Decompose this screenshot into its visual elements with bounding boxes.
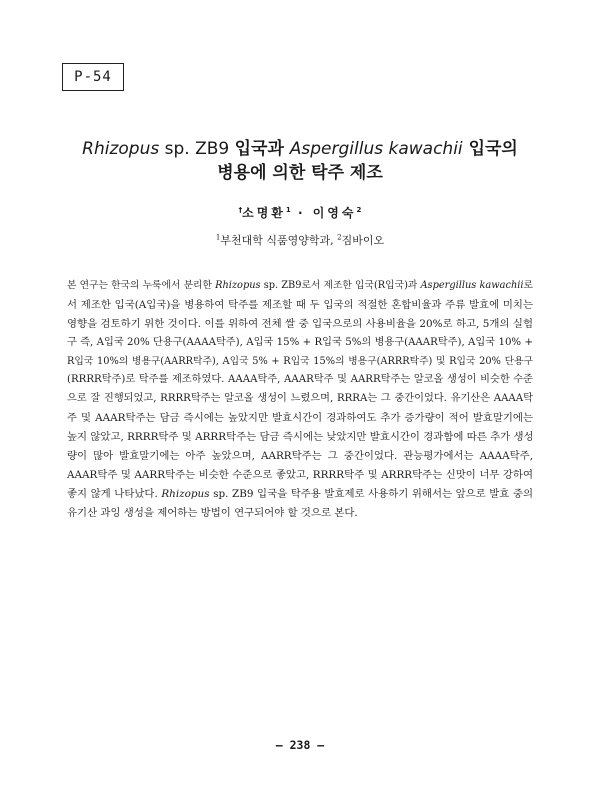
affiliations bbox=[40, 232, 560, 248]
abstract-line: 으로 잘 진행되었고, RRRR탁주는 알코올 생성이 느렸으며, RRRA는 그 중간이었다. 유기산은 AAAA탁 bbox=[67, 393, 533, 405]
author-1-affil-mark: 1 bbox=[285, 206, 291, 214]
title-korean-1: 입국과 bbox=[234, 139, 290, 159]
abstract-line: AAAR탁주 및 AARR탁주는 비슷한 수준으로 좋았고, RRRR탁주 및 ARRR탁주는 신맛이 너무 강하여 bbox=[67, 468, 533, 481]
affiliation-2: 짐바이오 bbox=[341, 234, 385, 247]
abstract-text: sp. ZB9로서 제조한 입국(R입국)과 bbox=[260, 280, 421, 291]
author-2: 이영숙 bbox=[312, 206, 357, 220]
abstract-text: 로 bbox=[523, 280, 533, 291]
abstract-line: 서 제조한 입국(A입국)을 병용하여 탁주를 제조할 때 두 입국의 적절한 혼합비율과 주류 발효에 미치는 bbox=[67, 298, 533, 311]
abstract-genus: Rhizopus bbox=[161, 487, 210, 500]
abstract-line: 주 및 AAAR탁주는 담금 즉시에는 높았지만 발효시간이 경과하여도 추가 증가량이 적어 발효말기에는 bbox=[67, 412, 533, 425]
affiliation-1: 부천대학 식품영양학과, bbox=[220, 234, 334, 247]
abstract-line: 영향을 검토하기 위한 것이다. 이를 위하여 전체 쌀 중 입국으로의 사용비율을 20%로 하고, 5개의 실험 bbox=[67, 317, 533, 330]
abstract-line: 높지 않았고, RRRR탁주 및 ARRR탁주는 담금 즉시에는 낮았지만 발효시간이 경과함에 따른 추가 생성 bbox=[67, 431, 534, 444]
abstract-text: 본 연구는 한국의 누룩에서 분리한 bbox=[67, 280, 216, 291]
abstract-text: 좋지 않게 나타났다. bbox=[67, 487, 162, 500]
abstract-line: (RRRR탁주)로 탁주를 제조하였다. AAAA탁주, AAAR탁주 및 AARR탁주는 알코올 생성이 비슷한 수준 bbox=[67, 374, 533, 386]
abstract-line: R입국 10%의 병용구(AARR탁주), A입국 5% + R입국 15%의 병용구(ARRR탁주) 및 R입국 20% 단용구 bbox=[67, 355, 533, 367]
corresponding-mark: † bbox=[238, 206, 243, 214]
abstract-line bbox=[67, 277, 533, 296]
affil-1-mark: 1 bbox=[215, 233, 221, 242]
abstract bbox=[67, 277, 533, 523]
abstract-line bbox=[67, 485, 533, 504]
title-species-aspergillus: Aspergillus kawachii bbox=[289, 139, 463, 159]
title-strain: sp. ZB9 bbox=[159, 139, 235, 159]
title-genus-rhizopus: Rhizopus bbox=[82, 139, 160, 159]
poster-id-box: P-54 bbox=[62, 63, 124, 91]
title-line-2: 병용에 의한 탁주 제조 bbox=[217, 163, 383, 183]
abstract-text: sp. ZB9 입국을 탁주용 발효제로 사용하기 위해서는 앞으로 발효 중의 bbox=[209, 487, 533, 500]
abstract-species: Aspergillus kawachii bbox=[420, 280, 524, 291]
title-line-1 bbox=[40, 137, 560, 161]
page-number: – 238 – bbox=[275, 738, 325, 752]
title-korean-2: 입국의 bbox=[462, 139, 518, 159]
abstract-line: 유기산 과잉 생성을 제어하는 방법이 연구되어야 할 것으로 본다. bbox=[67, 506, 358, 519]
authors bbox=[40, 204, 560, 221]
abstract-line: 량이 많아 발효말기에는 아주 높았으며, AARR탁주는 그 중간이었다. 관능평가에서는 AAAA탁주, bbox=[67, 450, 533, 463]
author-2-affil-mark: 2 bbox=[356, 206, 362, 214]
affil-2-mark: 2 bbox=[337, 233, 342, 242]
author-separator: · bbox=[290, 206, 313, 220]
abstract-line: 구 즉, A입국 20% 단용구(AAAA탁주), A입국 15% + R입국 5%의 병용구(AAAR탁주), A입국 10% + bbox=[67, 336, 533, 348]
author-1: 소명환 bbox=[242, 206, 286, 220]
abstract-genus: Rhizopus bbox=[215, 280, 261, 291]
